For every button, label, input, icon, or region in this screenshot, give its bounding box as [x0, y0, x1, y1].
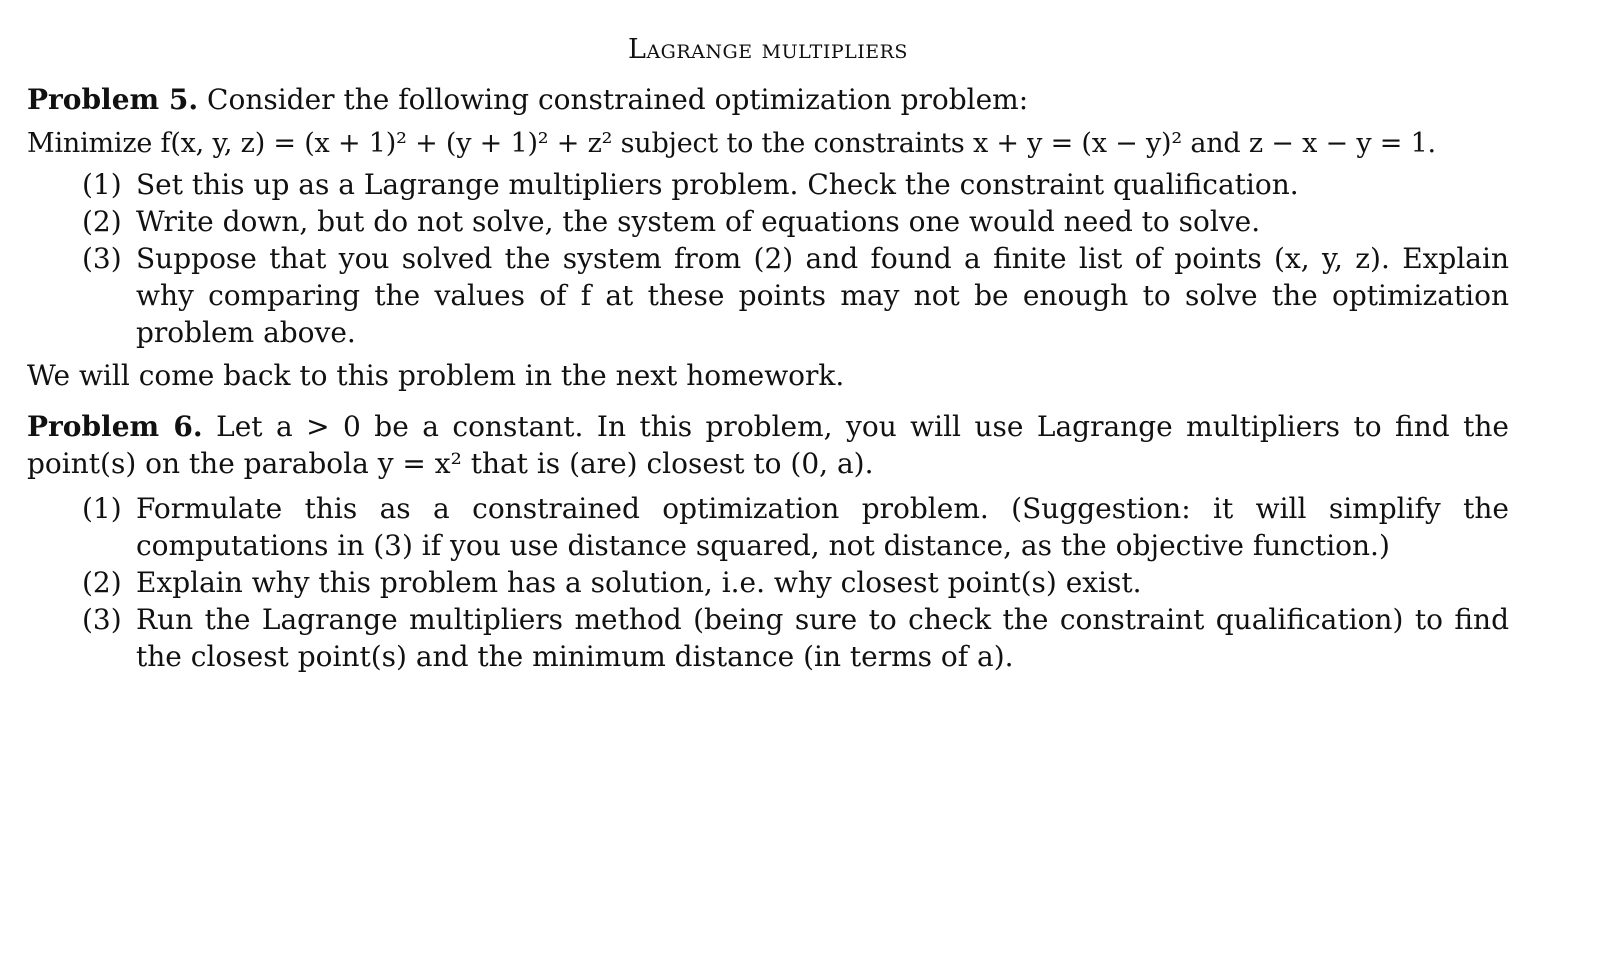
problem-6-list	[27, 490, 1509, 675]
item-text: Suppose that you solved the system from (2) and found a finite list of points (x, y, z). Explain why comparing the values of f at these points may not be enough to solve the optimization problem above.	[136, 242, 1509, 349]
problem-5-item-1	[27, 166, 1509, 203]
item-number: (2)	[82, 205, 122, 238]
problem-6-intro-line	[27, 408, 1509, 482]
problem-6-intro: Let a > 0 be a constant. In this problem, you will use Lagrange multipliers to find the point(s) on the parabola y = x² that is (are) closest to (0, a).	[27, 410, 1509, 480]
problem-5-intro-line	[27, 78, 1509, 122]
item-number: (3)	[82, 242, 122, 275]
problem-6-item-3	[27, 601, 1509, 675]
problem-5	[27, 78, 1509, 394]
problem-5-intro: Consider the following constrained optimization problem:	[207, 83, 1029, 116]
document-page	[27, 30, 1509, 675]
problem-5-label: Problem 5.	[27, 83, 199, 116]
problem-5-list	[27, 166, 1509, 351]
problem-6-label: Problem 6.	[27, 410, 203, 443]
item-text: Formulate this as a constrained optimization problem. (Suggestion: it will simplify the computations in (3) if you use distance squared, not distance, as the objective function.)	[136, 492, 1509, 562]
page-title-text: Lagrange multipliers	[628, 34, 908, 65]
item-number: (3)	[82, 603, 122, 636]
problem-6	[27, 408, 1509, 675]
problem-6-item-1	[27, 490, 1509, 564]
item-text: Run the Lagrange multipliers method (being sure to check the constraint qualification) to find the closest point(s) and the minimum distance (in terms of a).	[136, 603, 1509, 673]
problem-6-item-2	[27, 564, 1509, 601]
problem-5-item-2	[27, 203, 1509, 240]
page-title	[27, 30, 1509, 70]
item-number: (2)	[82, 566, 122, 599]
item-text: Set this up as a Lagrange multipliers problem. Check the constraint qualification.	[136, 168, 1299, 201]
item-number: (1)	[82, 492, 122, 525]
item-text: Write down, but do not solve, the system of equations one would need to solve.	[136, 205, 1261, 238]
problem-5-statement: Minimize f(x, y, z) = (x + 1)² + (y + 1)² + z² subject to the constraints x + y = (x − y)² and z − x − y = 1.	[27, 128, 1436, 159]
problem-5-item-3	[27, 240, 1509, 351]
problem-5-closing: We will come back to this problem in the next homework.	[27, 359, 845, 392]
item-text: Explain why this problem has a solution, i.e. why closest point(s) exist.	[136, 566, 1142, 599]
item-number: (1)	[82, 168, 122, 201]
